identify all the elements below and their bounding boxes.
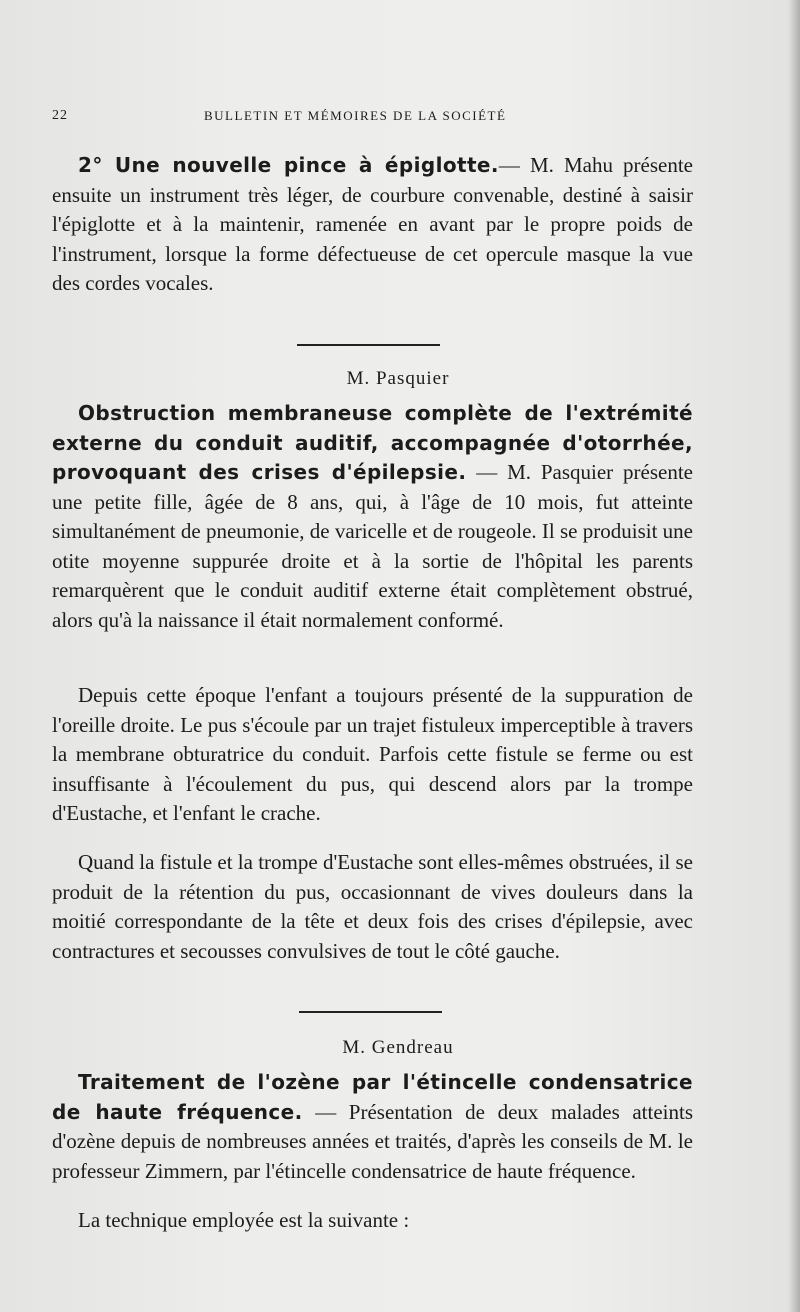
section-pince-body: — M. Mahu présente ensuite un instrument très léger, de courbure convenable, destiné à saisir l'épiglotte et à la maintenir, ramenée en avant par le propre poids de l'instrument, lorsque la forme défectueuse de cet opercule masque la vue des cordes vocales. <box>52 153 693 295</box>
author-name-gendreau: M. Gendreau <box>342 1037 454 1058</box>
author-heading-pasquier <box>0 368 800 390</box>
author-name-pasquier: M. Pasquier <box>346 368 450 389</box>
section-ozene-paragraph-2: La technique employée est la suivante : <box>78 1208 410 1232</box>
section-divider <box>297 344 440 346</box>
section-pince-title: 2° Une nouvelle pince à épiglotte. <box>78 153 499 177</box>
section-pince-paragraph <box>52 151 693 299</box>
section-divider <box>299 1011 442 1013</box>
section-obstruction-title: Obstruction membraneuse complète de l'extrémité externe du conduit auditif, accompagnée d'otorrhée, provoquant des crises d'épilepsie. <box>52 401 693 484</box>
running-title: BULLETIN ET MÉMOIRES DE LA SOCIÉTÉ <box>204 108 507 123</box>
page-edge-shadow <box>788 0 800 1312</box>
author-heading-gendreau <box>0 1037 800 1059</box>
section-obstruction-paragraph-3: Quand la fistule et la trompe d'Eustache sont elles-mêmes obstruées, il se produit de la rétention du pus, occasionnant de vives douleurs dans la moitié correspondante de la tête et deux fois des crises d'épilepsie, avec contractures et secousses convulsives de tout le côté gauche. <box>52 850 693 963</box>
section-ozene-paragraph <box>52 1068 693 1186</box>
section-obstruction-paragraph <box>52 399 693 635</box>
page-number: 22 <box>52 108 68 123</box>
section-obstruction-paragraph-2: Depuis cette époque l'enfant a toujours présenté de la suppuration de l'oreille droite. Le pus s'écoule par un trajet fistuleux imperceptible à travers la membrane obturatrice du conduit. Parfois cette fistule se ferme ou est insuffisante à l'écoulement du pus, qui descend alors par la trompe d'Eustache, et l'enfant le crache. <box>52 683 693 825</box>
section-ozene-title: Traitement de l'ozène par l'étincelle condensatrice de haute fréquence. <box>52 1070 693 1124</box>
section-obstruction-body: — M. Pasquier présente une petite fille, âgée de 8 ans, qui, à l'âge de 10 mois, fut atteinte simultanément de pneumonie, de varicelle et de rougeole. Il se produisit une otite moyenne suppurée droite et à la sortie de l'hôpital les parents remarquèrent que le conduit auditif externe était complètement obstrué, alors qu'à la naissance il était normalement conformé. <box>52 460 693 632</box>
section-ozene-body: — Présentation de deux malades atteints d'ozène depuis de nombreuses années et traités, d'après les conseils de M. le professeur Zimmern, par l'étincelle condensatrice de haute fréquence. <box>52 1099 693 1183</box>
page-header <box>52 108 702 130</box>
